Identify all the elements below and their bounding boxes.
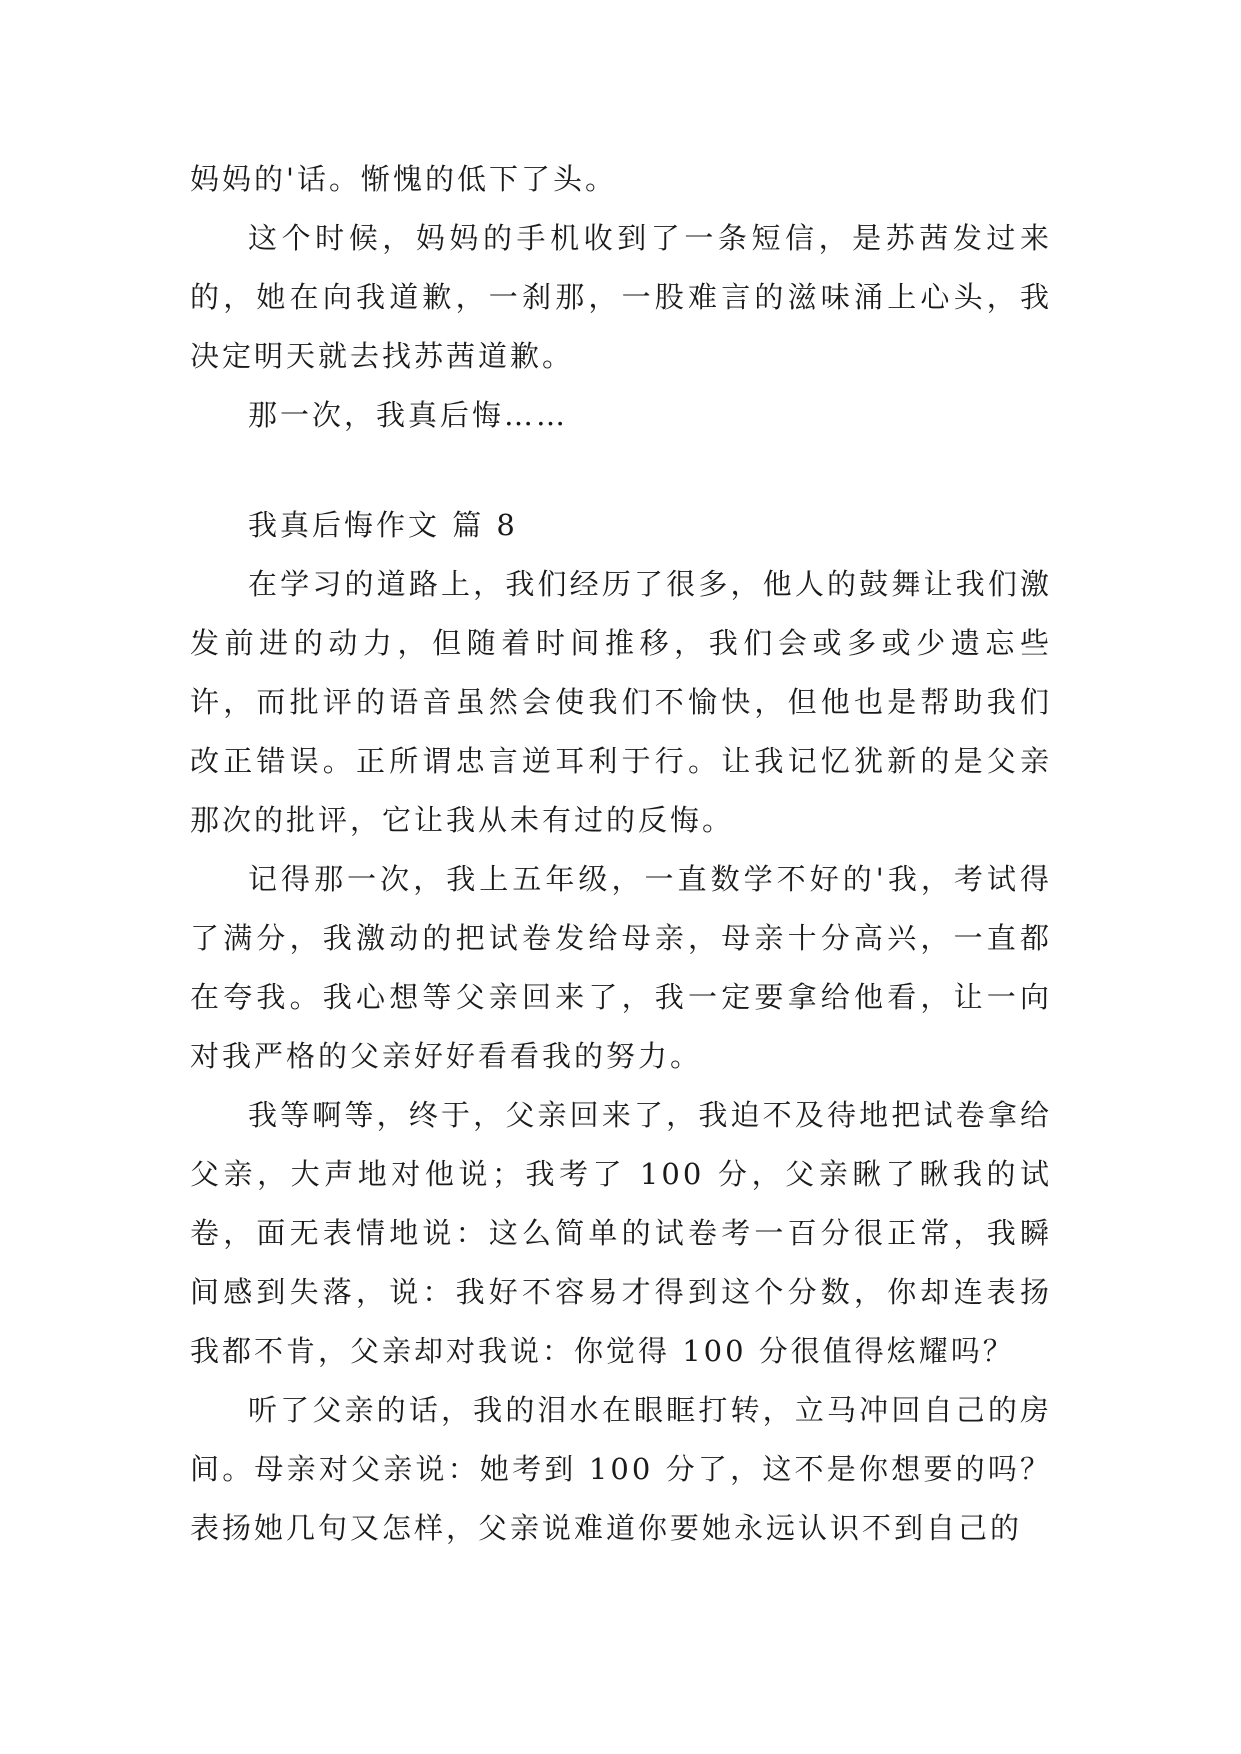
paragraph: 在学习的道路上，我们经历了很多，他人的鼓舞让我们激发前进的动力，但随着时间推移，我们会或多或少遗忘些许，而批评的语音虽然会使我们不愉快，但他也是帮助我们改正错误。正所谓忠言逆耳利于行。让我记忆犹新的是父亲那次的批评，它让我从未有过的反悔。: [190, 567, 1052, 837]
paragraph: 记得那一次，我上五年级，一直数学不好的'我，考试得了满分，我激动的把试卷发给母亲，母亲十分高兴，一直都在夸我。我心想等父亲回来了，我一定要拿给他看，让一向对我严格的父亲好好看看我的努力。: [190, 862, 1052, 1073]
continued-paragraph: 妈妈的'话。惭愧的低下了头。: [190, 162, 617, 196]
paragraph: 我等啊等，终于，父亲回来了，我迫不及待地把试卷拿给父亲，大声地对他说；我考了 100 分，父亲瞅了瞅我的试卷，面无表情地说：这么简单的试卷考一百分很正常，我瞬间感到失落，说：我好不容易才得到这个分数，你却连表扬我都不肯，父亲却对我说：你觉得 100 分很值得炫耀吗？: [190, 1098, 1052, 1368]
document-page: [190, 150, 1052, 1558]
paragraph: 听了父亲的话，我的泪水在眼眶打转，立马冲回自己的房间。母亲对父亲说：她考到 100 分了，这不是你想要的吗？表扬她几句又怎样，父亲说难道你要她永远认识不到自己的: [190, 1393, 1052, 1545]
paragraph: 这个时候，妈妈的手机收到了一条短信，是苏茜发过来的，她在向我道歉，一刹那，一股难言的滋味涌上心头，我决定明天就去找苏茜道歉。: [190, 221, 1052, 373]
section-heading: 我真后悔作文 篇 8: [248, 508, 518, 542]
paragraph: 那一次，我真后悔……: [248, 398, 569, 432]
